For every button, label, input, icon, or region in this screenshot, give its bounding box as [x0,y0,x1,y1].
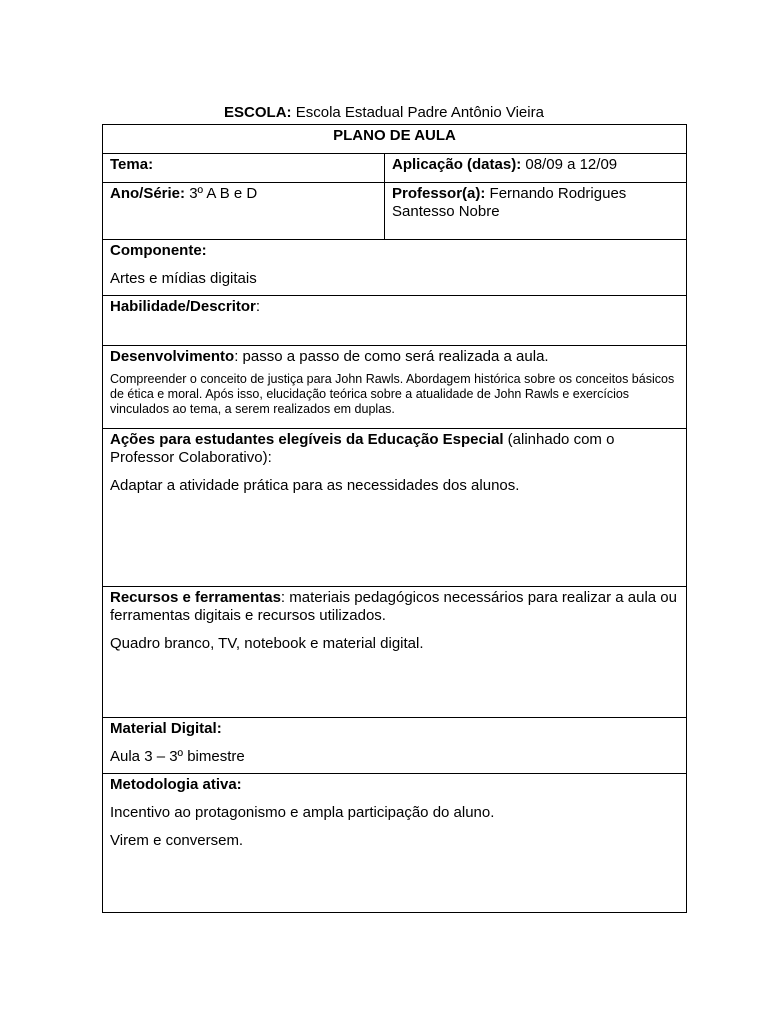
acoes-text: Adaptar a atividade prática para as necessidades dos alunos. [110,477,520,494]
recursos-row [103,586,686,717]
metodologia-text-2: Virem e conversem. [110,832,244,849]
componente-value: Artes e mídias digitais [110,270,257,287]
material-cell [103,718,686,768]
ano-cell [103,183,385,239]
acoes-row [103,428,686,586]
acoes-cell [103,429,686,497]
aplicacao-cell [385,154,686,182]
habilidade-colon: : [255,298,261,315]
tema-cell [103,154,385,182]
ano-value: 3º A B e D [189,185,258,202]
material-text: Aula 3 – 3º bimestre [110,748,245,765]
tema-row [103,153,686,182]
acoes-label: Ações para estudantes elegíveis da Educação Especial [110,431,504,448]
desenvolvimento-label: Desenvolvimento [110,348,235,365]
metodologia-row [103,773,686,912]
aplicacao-label: Aplicação (datas): [392,156,522,173]
acoes-desc: (alinhado com o Professor Colaborativo): [110,431,615,466]
habilidade-cell [103,296,686,318]
habilidade-label: Habilidade/Descritor [110,298,256,315]
recursos-label: Recursos e ferramentas [110,589,281,606]
school-header [0,104,768,122]
metodologia-label: Metodologia ativa: [110,776,242,793]
desenvolvimento-row [103,345,686,428]
recursos-cell [103,587,686,655]
material-label: Material Digital: [110,720,222,737]
professor-value: Fernando Rodrigues Santesso Nobre [392,185,627,220]
aplicacao-value: 08/09 a 12/09 [525,156,618,173]
ano-row [103,182,686,239]
recursos-text: Quadro branco, TV, notebook e material digital. [110,635,424,652]
material-row [103,717,686,773]
lesson-plan-table [102,124,687,913]
ano-label: Ano/Série: [110,185,186,202]
title-row [103,125,686,153]
school-label: ESCOLA: [224,104,292,121]
tema-label: Tema: [110,156,154,173]
school-name: Escola Estadual Padre Antônio Vieira [295,104,544,121]
habilidade-row [103,295,686,345]
desenvolvimento-desc: : passo a passo de como será realizada a aula. [234,348,549,365]
componente-cell [103,240,686,290]
professor-cell [385,183,686,239]
componente-row [103,239,686,295]
desenvolvimento-cell [103,346,686,419]
professor-label: Professor(a): [392,185,486,202]
desenvolvimento-text: Compreender o conceito de justiça para John Rawls. Abordagem histórica sobre os conceitos básicos de ética e moral. Após isso, elucidação teórica sobre a atualidade de John Rawls e exercícios vinculados ao tema, a serem realizados em duplas. [110,372,675,416]
plan-title: PLANO DE AULA [333,127,456,144]
metodologia-text-1: Incentivo ao protagonismo e ampla participação do aluno. [110,804,495,821]
componente-label: Componente: [110,242,207,259]
recursos-desc: : materiais pedagógicos necessários para realizar a aula ou ferramentas digitais e recursos utilizados. [110,589,677,624]
metodologia-cell [103,774,686,852]
